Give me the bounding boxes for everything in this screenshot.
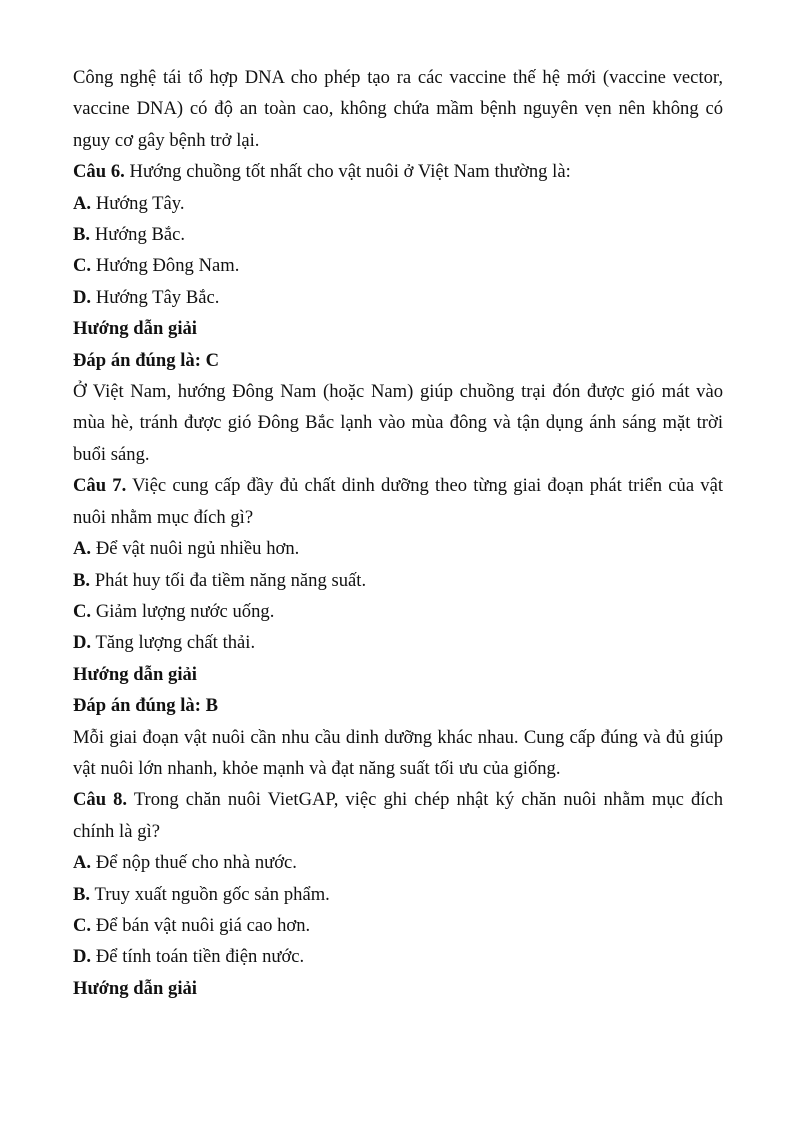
question-label: Câu 8. bbox=[73, 789, 128, 811]
answer-option bbox=[73, 879, 723, 910]
option-text: Để nộp thuế cho nhà nước. bbox=[95, 852, 297, 874]
option-label: C. bbox=[73, 914, 92, 936]
option-text: Phát huy tối đa tiềm năng năng suất. bbox=[94, 569, 367, 591]
option-label: D. bbox=[73, 946, 92, 968]
answer-option bbox=[73, 847, 723, 878]
body-paragraph bbox=[73, 376, 723, 470]
question-label: Câu 7. bbox=[73, 475, 127, 497]
heading-text: Đáp án đúng là: C bbox=[73, 349, 220, 371]
answer-option bbox=[73, 219, 723, 250]
option-label: D. bbox=[73, 286, 92, 308]
answer-option bbox=[73, 533, 723, 564]
option-label: A. bbox=[73, 192, 92, 214]
question-paragraph bbox=[73, 156, 723, 187]
option-label: B. bbox=[73, 224, 91, 246]
answer-option bbox=[73, 282, 723, 313]
option-label: A. bbox=[73, 538, 92, 560]
answer-line bbox=[73, 690, 723, 721]
option-label: D. bbox=[73, 632, 92, 654]
question-text: Trong chăn nuôi VietGAP, việc ghi chép nhật ký chăn nuôi nhằm mục đích chính là gì? bbox=[73, 789, 723, 842]
question-text: Việc cung cấp đầy đủ chất dinh dưỡng theo từng giai đoạn phát triển của vật nuôi nhằm mục đích gì? bbox=[73, 475, 724, 528]
body-paragraph bbox=[73, 62, 723, 156]
solution-heading bbox=[73, 313, 723, 344]
paragraph-text: Công nghệ tái tổ hợp DNA cho phép tạo ra các vaccine thế hệ mới (vaccine vector, vaccine DNA) có độ an toàn cao, không chứa mầm bệnh nguyên vẹn nên không có nguy cơ gây bệnh trở lại. bbox=[73, 67, 723, 151]
option-label: B. bbox=[73, 883, 91, 905]
option-text: Truy xuất nguồn gốc sản phẩm. bbox=[94, 883, 330, 905]
answer-option bbox=[73, 188, 723, 219]
option-text: Hướng Tây Bắc. bbox=[95, 286, 220, 308]
heading-text: Hướng dẫn giải bbox=[73, 663, 197, 685]
answer-option bbox=[73, 565, 723, 596]
question-text: Hướng chuồng tốt nhất cho vật nuôi ở Việt Nam thường là: bbox=[129, 161, 571, 183]
answer-option bbox=[73, 596, 723, 627]
heading-text: Đáp án đúng là: B bbox=[73, 695, 219, 717]
option-label: C. bbox=[73, 600, 92, 622]
paragraph-text: Ở Việt Nam, hướng Đông Nam (hoặc Nam) giúp chuồng trại đón được gió mát vào mùa hè, tránh được gió Đông Bắc lạnh vào mùa đông và tận dụng ánh sáng mặt trời buổi sáng. bbox=[73, 381, 723, 465]
answer-line bbox=[73, 345, 723, 376]
question-paragraph bbox=[73, 470, 723, 533]
solution-heading bbox=[73, 659, 723, 690]
heading-text: Hướng dẫn giải bbox=[73, 977, 197, 999]
answer-option bbox=[73, 941, 723, 972]
option-text: Tăng lượng chất thải. bbox=[95, 632, 256, 654]
paragraph-text: Mỗi giai đoạn vật nuôi cần nhu cầu dinh dưỡng khác nhau. Cung cấp đúng và đủ giúp vật nuôi lớn nhanh, khỏe mạnh và đạt năng suất tối ưu của giống. bbox=[73, 726, 723, 779]
solution-heading bbox=[73, 973, 723, 1004]
option-text: Hướng Đông Nam. bbox=[95, 255, 240, 277]
body-paragraph bbox=[73, 722, 723, 785]
option-label: B. bbox=[73, 569, 91, 591]
option-text: Hướng Tây. bbox=[95, 192, 185, 214]
question-label: Câu 6. bbox=[73, 161, 125, 183]
answer-option bbox=[73, 250, 723, 281]
heading-text: Hướng dẫn giải bbox=[73, 318, 197, 340]
document-body bbox=[73, 62, 723, 1004]
option-label: C. bbox=[73, 255, 92, 277]
option-text: Để bán vật nuôi giá cao hơn. bbox=[95, 914, 311, 936]
option-text: Hướng Bắc. bbox=[94, 224, 186, 246]
answer-option bbox=[73, 627, 723, 658]
option-label: A. bbox=[73, 852, 92, 874]
option-text: Để vật nuôi ngủ nhiều hơn. bbox=[95, 538, 300, 560]
option-text: Giảm lượng nước uống. bbox=[95, 600, 275, 622]
answer-option bbox=[73, 910, 723, 941]
option-text: Để tính toán tiền điện nước. bbox=[95, 946, 305, 968]
question-paragraph bbox=[73, 784, 723, 847]
